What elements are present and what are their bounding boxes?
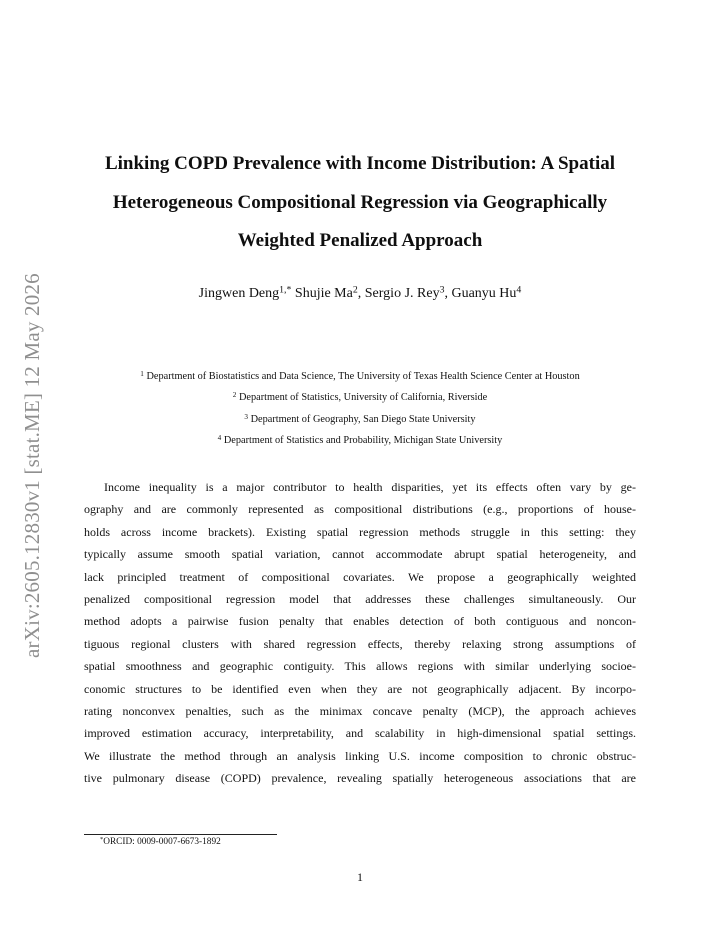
footnote-text: ORCID: 0009-0007-6673-1892 (103, 837, 221, 847)
arxiv-identifier-stamp: arXiv:2605.12830v1 [stat.ME] 12 May 2026 (20, 273, 44, 658)
abstract-line: Income inequality is a major contributor to health disparities, yet its effects often vary by ge- (104, 480, 636, 494)
affiliation-item (80, 430, 640, 451)
abstract-line: penalized compositional regression model that addresses these challenges simultaneously. Our (84, 592, 636, 607)
abstract-paragraph (84, 476, 636, 790)
abstract-line: improved estimation accuracy, interpretability, and scalability in high-dimensional spatial settings. (84, 726, 636, 741)
abstract-line: typically assume smooth spatial variation, cannot accommodate abrupt spatial heterogeneity, and (84, 547, 636, 562)
affiliation-item (80, 366, 640, 387)
affiliation-mark: 2 (232, 391, 237, 400)
affiliation-item (80, 387, 640, 408)
orcid-footnote (100, 836, 221, 849)
author-name: Jingwen Deng (198, 286, 280, 301)
title-line: Linking COPD Prevalence with Income Distribution: A Spatial (104, 153, 616, 174)
affiliation-text: Department of Statistics, University of California, Riverside (238, 392, 488, 404)
author-affiliation-mark: 3 (439, 284, 445, 296)
abstract-line: lack principled treatment of compositional covariates. We propose a geographically weighted (84, 569, 636, 584)
affiliation-text: Department of Statistics and Probability, Michigan State University (223, 435, 503, 447)
affiliation-list (80, 366, 640, 452)
abstract-line: We illustrate the method through an analysis linking U.S. income composition to chronic obstruc- (84, 748, 636, 763)
author-affiliation-mark: 2 (352, 284, 358, 296)
title-line: Weighted Penalized Approach (237, 230, 483, 251)
abstract-line: conomic structures to be identified even when they are not geographically adjacent. By incorpo- (84, 681, 636, 696)
title-line: Heterogeneous Compositional Regression via Geographically (112, 191, 608, 213)
author-name: Sergio J. Rey (364, 286, 440, 301)
abstract-line: ography and are commonly represented as compositional distributions (e.g., proportions of house- (84, 502, 636, 517)
affiliation-text: Department of Biostatistics and Data Science, The University of Texas Health Science Center at Houston (146, 371, 580, 382)
abstract-line: rating nonconvex penalties, such as the minimax concave penalty (MCP), the approach achieves (84, 704, 636, 719)
author-affiliation-mark: 4 (516, 284, 522, 296)
author-affiliation-mark: 1,* (279, 284, 292, 296)
abstract-line: tive pulmonary disease (COPD) prevalence, revealing spatially heterogeneous associations that are (84, 771, 636, 786)
affiliation-mark: 3 (244, 412, 249, 421)
paper-title (80, 145, 640, 261)
affiliation-mark: 1 (140, 369, 144, 378)
author-separator: , (357, 286, 365, 301)
author-list (80, 284, 640, 304)
abstract-line: spatial smoothness and geographic contiguity. This allows regions with similar underlying socioe- (84, 659, 636, 674)
abstract-line: holds across income brackets). Existing spatial regression methods struggle in this setting: they (84, 524, 636, 539)
author-separator: , (444, 286, 452, 301)
page-number: 1 (357, 870, 363, 884)
affiliation-item (80, 409, 640, 430)
abstract-line: tiguous regional clusters with shared regression effects, thereby relaxing strong assumptions of (84, 636, 636, 651)
author-name: Guanyu Hu (451, 286, 517, 301)
affiliation-text: Department of Geography, San Diego State University (250, 413, 476, 425)
abstract-line: method adopts a pairwise fusion penalty that enables detection of both contiguous and noncon- (84, 614, 636, 629)
footnote-mark: * (100, 836, 104, 844)
affiliation-mark: 4 (217, 433, 222, 442)
footnote-divider (84, 834, 277, 835)
author-name: Shujie Ma (294, 286, 353, 301)
